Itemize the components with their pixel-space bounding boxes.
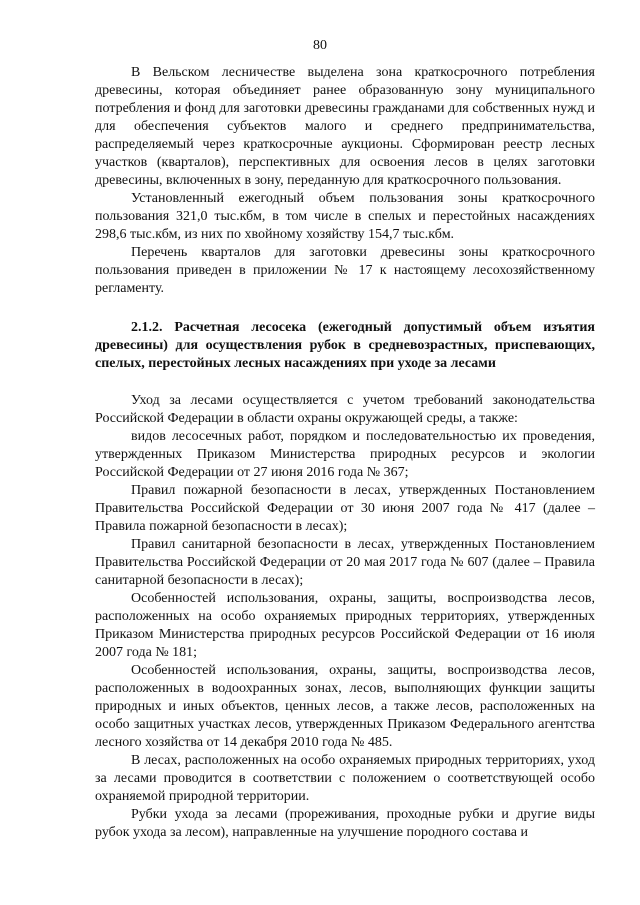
document-body	[95, 64, 595, 842]
paragraph-fire-safety-rules: Правил пожарной безопасности в лесах, утвержденных Постановлением Правительства Российской Федерации от 30 июня 2007 года № 417 (далее – Правила пожарной безопасности в лесах);	[95, 483, 595, 534]
section-heading: 2.1.2. Расчетная лесосека (ежегодный допустимый объем изъятия древесины) для осуществления рубок в средневозрастных, приспевающих, спелых, перестойных лесных насаждениях при уходе за лесами	[95, 320, 595, 371]
paragraph-sanitary-safety-rules: Правил санитарной безопасности в лесах, утвержденных Постановлением Правительства Российской Федерации от 20 мая 2017 года № 607 (далее – Правила санитарной безопасности в лесах);	[95, 537, 595, 588]
paragraph-quarter-list: Перечень кварталов для заготовки древесины зоны краткосрочного пользования приведен в приложении № 17 к настоящему лесохозяйственному регламенту.	[95, 245, 595, 296]
page-number: 80	[313, 38, 327, 53]
paragraph-water-protection-zones: Особенностей использования, охраны, защиты, воспроизводства лесов, расположенных в водоохранных зонах, лесов, выполняющих функции защиты природных и иных объектов, ценных лесов, а также лесов, расположенных на особо защитных участках лесов, утвержденных Приказом Федерального агентства лесного хозяйства от 14 декабря 2010 года № 485.	[95, 663, 595, 750]
paragraph-forest-care-intro: Уход за лесами осуществляется с учетом требований законодательства Российской Федерации в области охраны окружающей среды, а также:	[95, 393, 595, 426]
paragraph-protected-areas: Особенностей использования, охраны, защиты, воспроизводства лесов, расположенных на особо охраняемых природных территориях, утвержденных Приказом Министерства природных ресурсов Российской Федерации от 16 июля 2007 года № 181;	[95, 591, 595, 660]
paragraph-thinning-logging: Рубки ухода за лесами (прореживания, проходные рубки и другие виды рубок ухода за лесом), направленные на улучшение породного состава и	[95, 807, 595, 840]
paragraph-protected-territories-care: В лесах, расположенных на особо охраняемых природных территориях, уход за лесами проводится в соответствии с положением о соответствующей особо охраняемой природной территории.	[95, 753, 595, 804]
paragraph-logging-types: видов лесосечных работ, порядком и последовательностью их проведения, утвержденных Приказом Министерства природных ресурсов и экологии Российской Федерации от 27 июня 2016 года № 367;	[95, 429, 595, 480]
paragraph-annual-volume: Установленный ежегодный объем пользования зоны краткосрочного пользования 321,0 тыс.кбм, в том числе в спелых и перестойных насаждениях 298,6 тыс.кбм, из них по хвойному хозяйству 154,7 тыс.кбм.	[95, 191, 595, 242]
paragraph-short-term-zone: В Вельском лесничестве выделена зона краткосрочного потребления древесины, которая объединяет ранее образованную зону муниципального потребления и фонд для заготовки древесины гражданами для собственных нужд и для обеспечения субъектов малого и среднего предпринимательства, распределяемый через краткосрочные аукционы. Сформирован реестр лесных участков (кварталов), перспективных для освоения лесов в целях заготовки древесины, включенных в зону, переданную для краткосрочного пользования.	[95, 65, 595, 188]
